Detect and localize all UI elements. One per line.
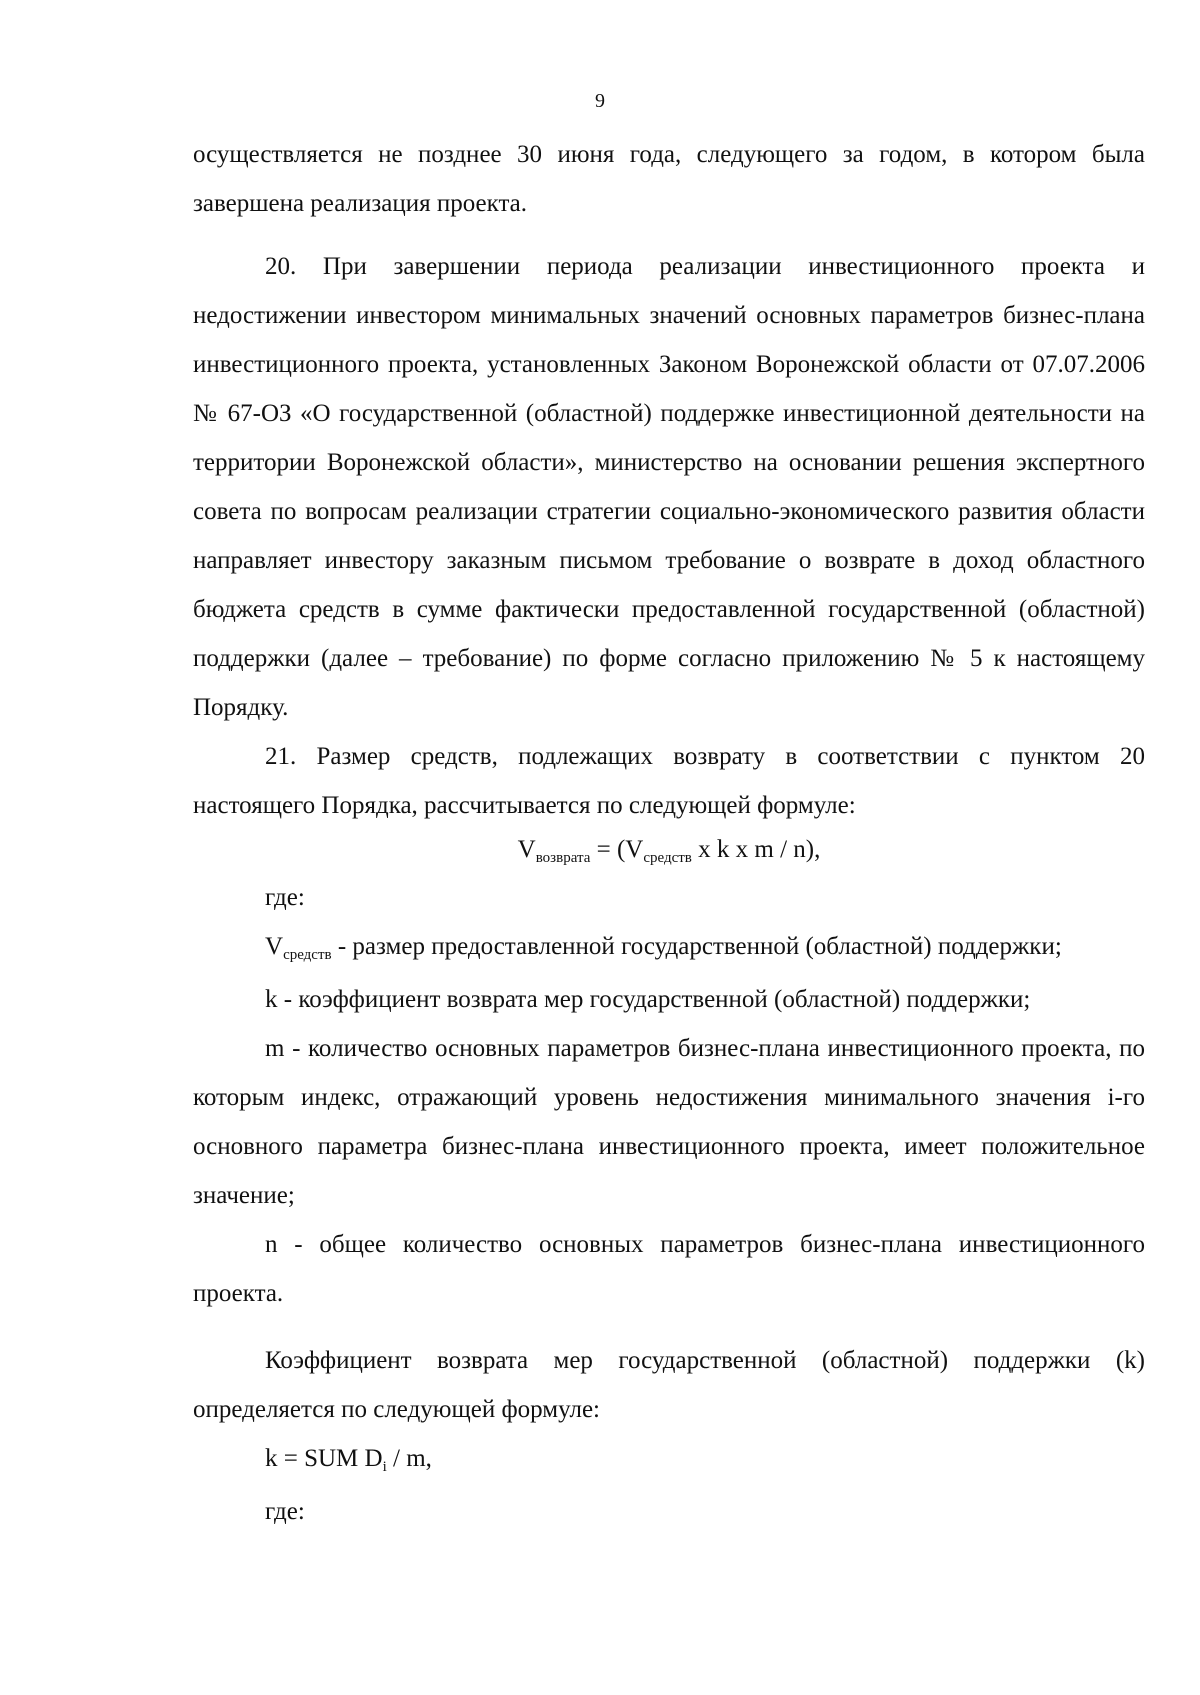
document-body <box>193 130 1145 1536</box>
definition-n: n - общее количество основных параметров бизнес-плана инвестиционного проекта. <box>193 1231 1145 1307</box>
definition-m: m - количество основных параметров бизнес-плана инвестиционного проекта, по которым индекс, отражающий уровень недостижения минимального значения i-го основного параметра бизнес-плана инвестиционного проекта, имеет положительное значение; <box>193 1035 1145 1209</box>
page-number: 9 <box>595 90 605 112</box>
paragraph-21: 21. Размер средств, подлежащих возврату в соответствии с пунктом 20 настоящего Порядка, рассчитывается по следующей формуле: <box>193 743 1145 819</box>
definition-k: k - коэффициент возврата мер государственной (областной) поддержки; <box>265 986 1031 1013</box>
coefficient-paragraph: Коэффициент возврата мер государственной (областной) поддержки (k) определяется по следующей формуле: <box>193 1347 1145 1423</box>
paragraph-20: 20. При завершении периода реализации инвестиционного проекта и недостижении инвестором минимальных значений основных параметров бизнес-плана инвестиционного проекта, установленных Законом Воронежской области от 07.07.2006 № 67-ОЗ «О государственной (областной) поддержке инвестиционной деятельности на территории Воронежской области», министерство на основании решения экспертного совета по вопросам реализации стратегии социально-экономического развития области направляет инвестору заказным письмом требование о возврате в доход областного бюджета средств в сумме фактически предоставленной государственной (областной) поддержки (далее – требование) по форме согласно приложению № 5 к настоящему Порядку. <box>193 253 1145 721</box>
formula-coefficient: k = SUM $D_i$ / m, <box>265 1445 432 1475</box>
formula-return-amount: $V_{возврата} = (V_{средств}$ x k x m / n), <box>517 836 821 866</box>
paragraph-continuation: осуществляется не позднее 30 июня года, следующего за годом, в котором была завершена реализация проекта. <box>193 141 1145 217</box>
where-label: где: <box>265 884 305 911</box>
where-label-2: где: <box>265 1498 305 1525</box>
definition-v: $V_{средств}$ - размер предоставленной государственной (областной) поддержки; <box>265 933 1062 963</box>
